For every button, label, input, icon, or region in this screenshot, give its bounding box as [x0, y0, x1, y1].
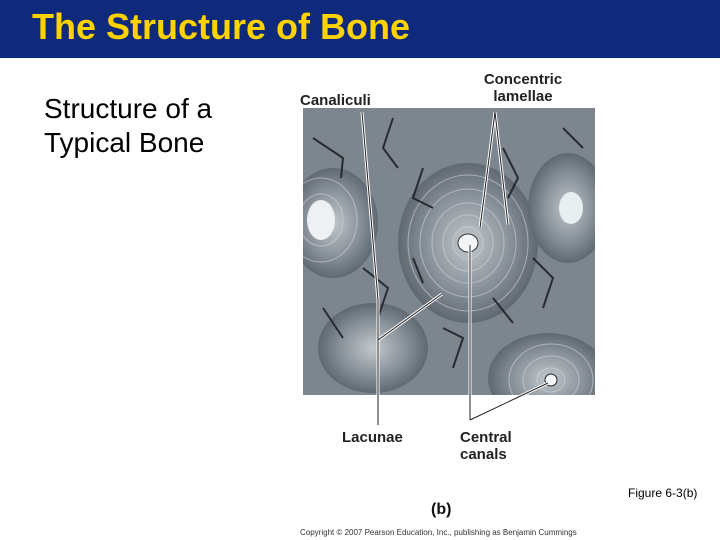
- bone-micrograph: [303, 108, 595, 395]
- slide-subtitle: Structure of a Typical Bone: [44, 93, 213, 158]
- label-concentric-line1: Concentric: [483, 71, 563, 88]
- figure-reference: Figure 6-3(b): [628, 486, 698, 500]
- label-canaliculi: Canaliculi: [300, 92, 371, 109]
- panel-label: (b): [431, 501, 452, 518]
- label-lacunae: Lacunae: [342, 429, 403, 446]
- copyright-notice: Copyright © 2007 Pearson Education, Inc., publishing as Benjamin Cummings: [300, 528, 577, 537]
- label-concentric-lamellae: [470, 71, 576, 105]
- label-central-line1: Central: [460, 429, 512, 446]
- label-central-canals: [460, 429, 512, 463]
- label-concentric-line2: lamellae: [493, 88, 553, 105]
- slide-title: The Structure of Bone: [32, 6, 411, 47]
- title-bar: [0, 0, 720, 58]
- label-central-line2: canals: [460, 446, 507, 463]
